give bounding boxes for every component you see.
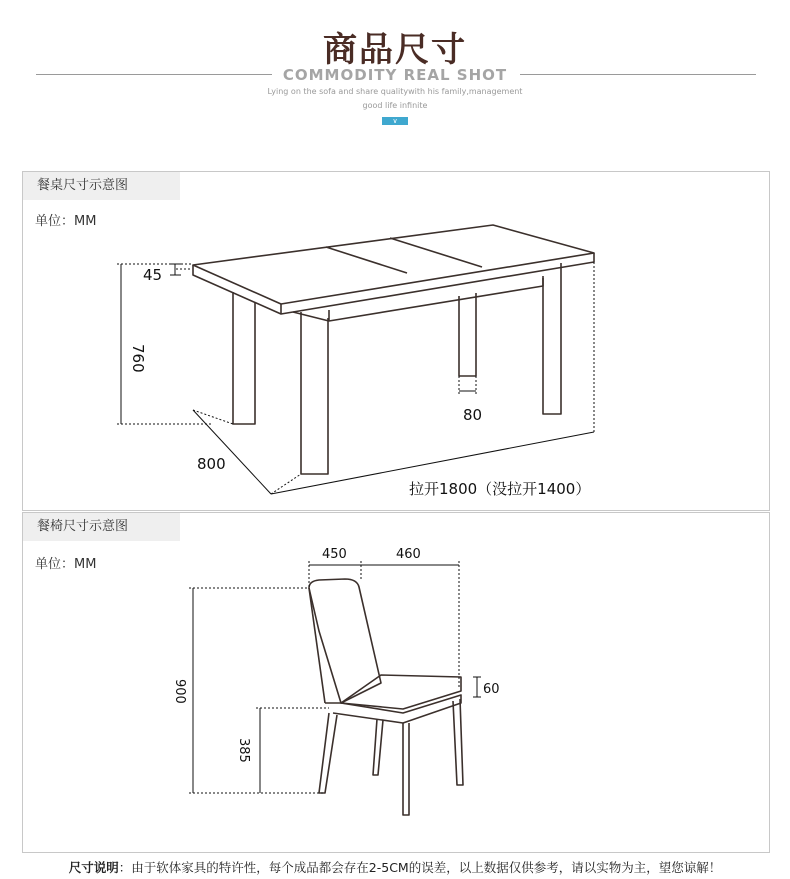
chair-unit-label: 单位：MM xyxy=(35,557,97,572)
dim-cushion-thickness: 60 xyxy=(483,682,500,697)
dim-table-height: 760 xyxy=(129,344,147,373)
size-disclaimer-text: ：由于软体家具的特许性，每个成品都会存在2-5CM的误差，以上数据仅供参考，请以实物为主，望您谅解！ xyxy=(118,860,722,875)
table-panel-tab: 餐桌尺寸示意图 xyxy=(23,172,180,200)
chair-diagram xyxy=(23,513,769,852)
dim-top-thickness: 45 xyxy=(143,266,163,284)
table-dimensions-panel xyxy=(22,171,770,511)
size-disclaimer-label: 尺寸说明 xyxy=(68,860,119,875)
table-unit-label: 单位：MM xyxy=(35,214,97,229)
page-subtitle: COMMODITY REAL SHOT xyxy=(282,66,508,84)
dim-chair-depth: 460 xyxy=(396,547,421,562)
dim-chair-height: 900 xyxy=(172,679,187,704)
page-title: 商品尺寸 xyxy=(323,30,467,70)
dim-table-length: 拉开1800（没拉开1400） xyxy=(409,480,591,498)
chair-panel-tab: 餐椅尺寸示意图 xyxy=(23,513,180,541)
dim-seat-height: 385 xyxy=(236,738,251,763)
dim-table-depth: 800 xyxy=(197,455,226,473)
dim-chair-width: 450 xyxy=(322,547,347,562)
page-header xyxy=(0,0,790,130)
size-disclaimer xyxy=(0,858,790,876)
dim-leg-width: 80 xyxy=(463,406,483,424)
chevron-down-icon: ∨ xyxy=(382,117,408,125)
tagline-line-1: Lying on the sofa and share qualitywith his family,management xyxy=(267,87,523,96)
table-diagram xyxy=(23,172,769,510)
chair-dimensions-panel xyxy=(22,512,770,853)
tagline-line-2: good life infinite xyxy=(362,101,428,110)
